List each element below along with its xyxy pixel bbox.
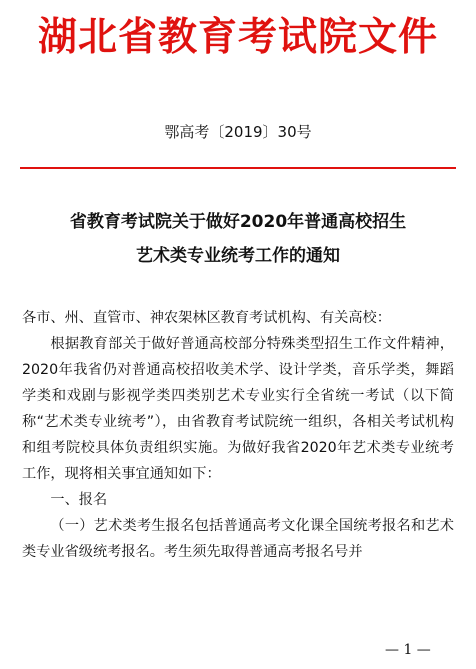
recipients-line: 各市、州、直管市、神农架林区教育考试机构、有关高校： <box>22 310 391 326</box>
notice-title-line-1: 省教育考试院关于做好2020年普通高校招生 <box>69 212 407 232</box>
notice-body <box>22 305 454 565</box>
notice-title-line-2: 艺术类专业统考工作的通知 <box>136 246 340 266</box>
document-number: 鄂高考〔2019〕30号 <box>164 123 312 141</box>
page-number-footer: — 1 — <box>385 642 431 658</box>
registration-paragraph: （一）艺术类考生报名包括普通高考文化课全国统考报名和艺术类专业省级统考报名。考生须先取得普通高考报名号并 <box>22 518 454 560</box>
red-divider-line <box>20 167 456 169</box>
section-heading-registration: 一、报名 <box>50 492 108 508</box>
intro-paragraph: 根据教育部关于做好普通高校部分特殊类型招生工作文件精神，2020年我省仍对普通高校招收美术学、设计学类，音乐学类，舞蹈学类和戏剧与影视学类四类别艺术专业实行全省统一考试（以下简称“艺术类专业统考”），由省教育考试院统一组织，各相关考试机构和组考院校具体负责组织实施。为做好我省2020年艺术类专业统考工作，现将相关事宜通知如下： <box>22 336 454 482</box>
issuing-org-title: 湖北省教育考试院文件 <box>37 14 438 60</box>
red-divider-rule <box>20 167 456 169</box>
